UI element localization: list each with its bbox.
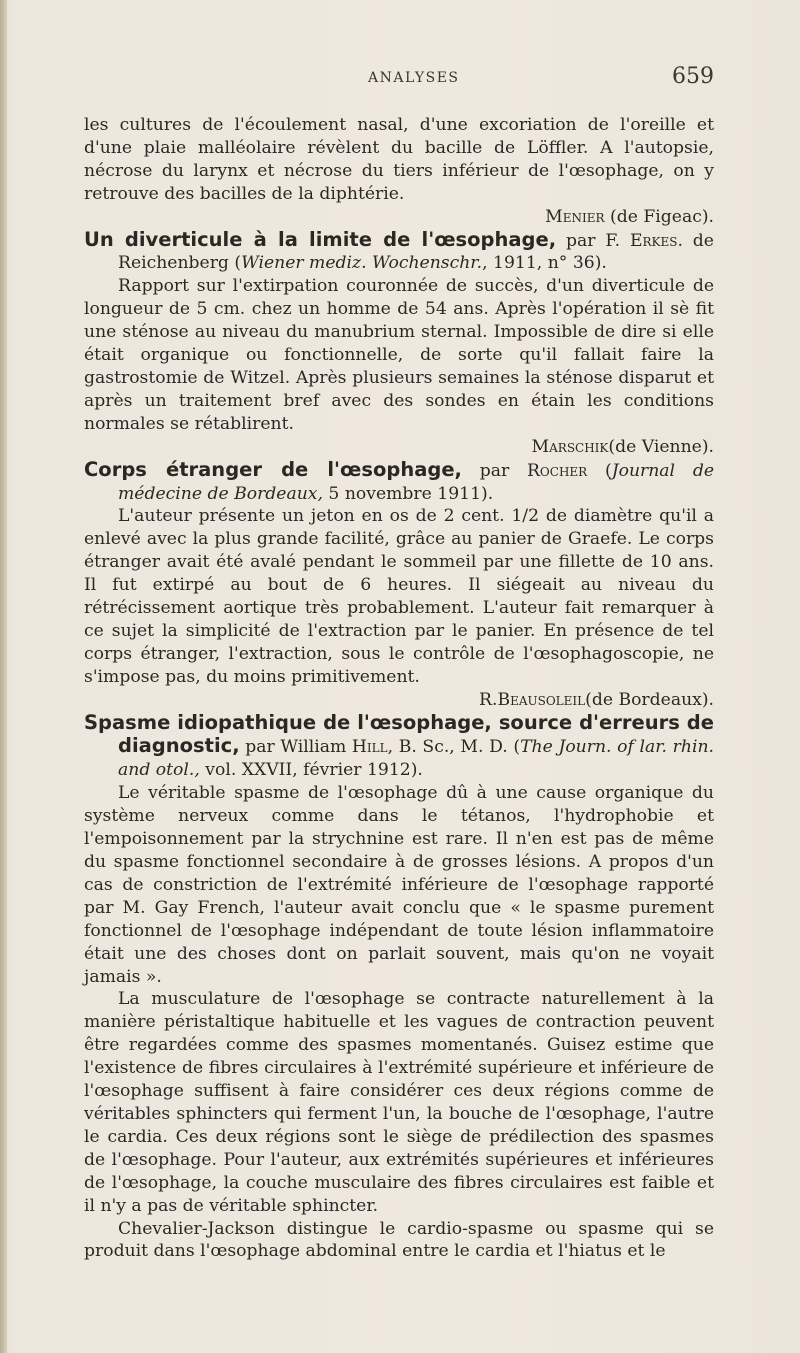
journal-name: Journal de médecine de Bordeaux, [118,460,714,504]
reference-text: , B. Sc., M. D. ( [387,737,521,758]
reference-text: . de Reichenberg ( [118,230,714,274]
article-heading [84,229,714,276]
article-body: La musculature de l'œsophage se contracte naturellement à la manière péristaltique habituelle et les vagues de contraction peuvent être regardées comme des spasmes momentanés. Guisez estime que l'existence de fibres circulaires à l'extrémité supérieure et inférieure de l'œsophage suffisent à faire considérer ces deux régions comme de véritables sphincters qui ferment l'un, la bouche de l'œsophage, l'autre le cardia. Ces deux régions sont le siège de prédilection des spasmes de l'œsophage. Pour l'auteur, aux extrémités supérieures et inférieures de l'œsophage, la couche musculaire des fibres circulaires est faible et il n'y a pas de véritable sphincter. [84,989,714,1216]
article-title: Corps étranger de l'œsophage, [84,457,462,481]
article-title: Spasme idiopathique de l'œsophage, source d'erreurs de diagnostic, [84,710,714,758]
signature-place: (de Vienne). [608,436,714,457]
signature-place: (de Figeac). [610,206,714,227]
author-name: Erkes [629,230,678,251]
reference-text: ( [587,460,612,481]
signature [84,689,714,712]
article-text [84,114,714,1263]
running-head: ANALYSES [368,70,460,86]
article-heading [84,712,714,783]
article-body: L'auteur présente un jeton en os de 2 cent. 1/2 de diamètre qu'il a enlevé avec la plus grande facilité, grâce au panier de Graefe. Le corps étranger avait été avalé pendant le sommeil par une fillette de 10 ans. Il fut extirpé au bout de 6 heures. Il siégeait au niveau du rétrécissement aortique très probablement. L'auteur fait remarquer à ce sujet la simplicité de l'extraction par le panier. En présence de tel corps étranger, l'extraction, sous le contrôle de l'œsophagoscopie, ne s'impose pas, du moins primitivement. [84,506,714,687]
signature-name: Menier [545,206,605,227]
signature-name: Beausoleil [497,689,586,710]
article-title: Un diverticule à la limite de l'œsophage, [84,227,557,251]
byline-text: par [461,460,527,481]
signature [84,206,714,229]
signature-place: (de Bordeaux). [585,689,714,710]
signature [84,436,714,459]
journal-name: The Journ. of lar. rhin. and otol., [118,737,714,781]
article-body: Chevalier-Jackson distingue le cardio-spasme ou spasme qui se produit dans l'œsophage abdominal entre le cardia et l'hiatus et le [84,1218,714,1262]
article-heading [84,459,714,506]
author-name: Rocher [526,460,588,481]
page-number: 659 [672,64,714,89]
byline-text: par William [239,737,352,758]
byline-text: par F. [556,230,630,251]
signature-name: Marschik [531,436,609,457]
article-body: Rapport sur l'extirpation couronnée de succès, d'un diverticule de longueur de 5 cm. chez un homme de 54 ans. Après l'opération il sè fit une sténose au niveau du manubrium sternal. Impossible de dire si elle était organique ou fonctionnelle, de sorte qu'il fallait faire la gastrostomie de Witzel. Après plusieurs semaines la sténose disparut et après un traitement bref avec des sondes en étain les conditions normales se rétablirent. [84,276,714,434]
author-name: Hill [351,737,388,758]
signature-initial: R. [479,689,498,710]
page-header [84,64,714,94]
reference-text: , 1911, n° 36). [482,253,607,274]
article-body: Le véritable spasme de l'œsophage dû à une cause organique du système nerveux comme dans le tétanos, l'hydrophobie et l'empoisonnement par la strychnine est rare. Il n'en est pas de même du spasme fonctionnel secondaire à de grosses lésions. A propos d'un cas de constriction de l'extrémité inférieure de l'œsophage rapporté par M. Gay French, l'auteur avait conclu que « le spasme purement fonctionnel de l'œsophage indépendant de toute lésion inflammatoire était une des choses dont on parlait souvent, mais qu'on ne voyait jamais ». [84,783,714,987]
journal-name: Wiener mediz. Wochenschr. [241,253,483,274]
reference-text: vol. XXVII, février 1912). [199,760,423,781]
book-spine-shadow [0,0,7,1353]
paragraph-continued: les cultures de l'écoulement nasal, d'une excoriation de l'oreille et d'une plaie malléolaire révèlent du bacille de Löffler. A l'autopsie, nécrose du larynx et nécrose du tiers inférieur de l'œsophage, on y retrouve des bacilles de la diphtérie. [84,115,714,204]
reference-text: 5 novembre 1911). [322,483,494,504]
